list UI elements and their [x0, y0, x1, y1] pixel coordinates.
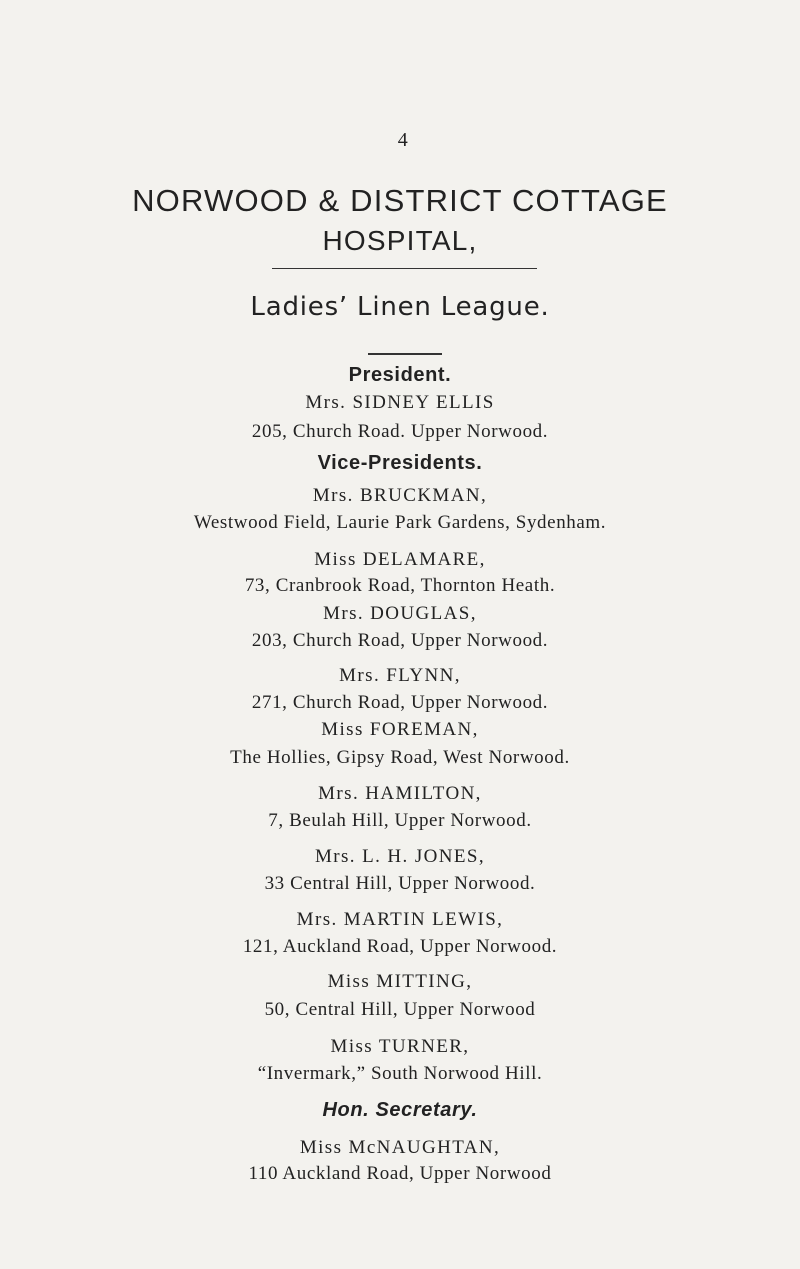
vp-name: Miss DELAMARE,	[314, 549, 486, 570]
president-name: Mrs. SIDNEY ELLIS	[305, 392, 495, 413]
vp-address: Westwood Field, Laurie Park Gardens, Sydenham.	[193, 512, 607, 533]
vp-address: “Invermark,” South Norwood Hill.	[257, 1063, 543, 1084]
vp-name: Mrs. BRUCKMAN,	[312, 485, 488, 506]
vp-address: 271, Church Road, Upper Norwood.	[251, 692, 549, 713]
vp-name: Miss FOREMAN,	[321, 719, 479, 740]
president-address: 205, Church Road. Upper Norwood.	[251, 421, 549, 442]
vp-name: Mrs. HAMILTON,	[318, 783, 482, 804]
vp-address: The Hollies, Gipsy Road, West Norwood.	[230, 747, 570, 768]
hon-secretary-heading: Hon. Secretary.	[322, 1099, 478, 1121]
vp-address: 203, Church Road, Upper Norwood.	[251, 630, 549, 651]
vp-name: Mrs. MARTIN LEWIS,	[296, 909, 504, 930]
president-heading: President.	[348, 364, 452, 386]
vp-name: Miss TURNER,	[330, 1036, 470, 1057]
vp-name: Mrs. L. H. JONES,	[314, 846, 485, 867]
vice-presidents-heading: Vice-Presidents.	[317, 452, 483, 474]
vp-name: Mrs. DOUGLAS,	[323, 603, 477, 624]
vp-name: Miss MITTING,	[327, 971, 473, 992]
title-divider	[272, 268, 537, 269]
subtitle: Ladies’ Linen League.	[250, 292, 550, 322]
vp-address: 7, Beulah Hill, Upper Norwood.	[268, 810, 532, 831]
vp-address: 73, Cranbrook Road, Thornton Heath.	[244, 575, 556, 596]
page-number: 4	[397, 129, 409, 151]
vp-address: 50, Central Hill, Upper Norwood	[264, 999, 536, 1020]
title-line-1: NORWOOD & DISTRICT COTTAGE	[132, 183, 668, 218]
vp-address: 121, Auckland Road, Upper Norwood.	[242, 936, 558, 957]
subtitle-divider	[368, 353, 442, 355]
hon-secretary-address: 110 Auckland Road, Upper Norwood	[248, 1163, 552, 1184]
hon-secretary-name: Miss McNAUGHTAN,	[299, 1137, 501, 1158]
title-line-2: HOSPITAL,	[322, 225, 478, 256]
vp-address: 33 Central Hill, Upper Norwood.	[264, 873, 536, 894]
vp-name: Mrs. FLYNN,	[339, 665, 461, 686]
